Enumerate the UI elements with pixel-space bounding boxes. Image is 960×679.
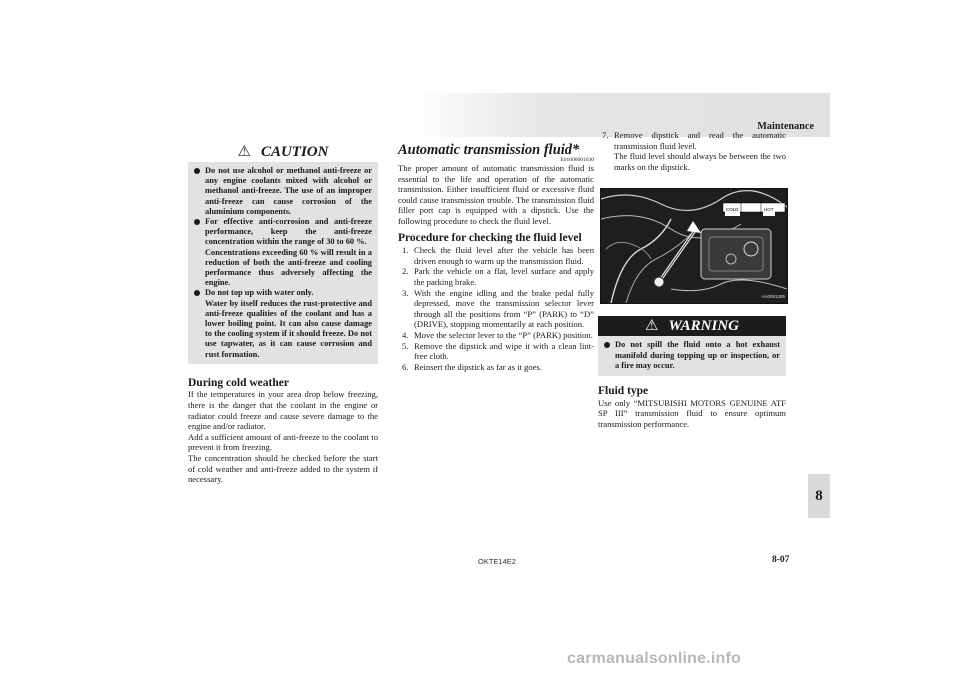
list-item bbox=[398, 266, 594, 287]
list-item bbox=[398, 245, 594, 266]
warning-box bbox=[598, 316, 786, 376]
list-item bbox=[398, 362, 594, 373]
step-text: The fluid level should always be between the two marks on the dipstick. bbox=[614, 151, 786, 172]
warning-list bbox=[598, 336, 786, 371]
cold-weather-text bbox=[188, 389, 378, 484]
document-code: OKTE14E2 bbox=[478, 557, 516, 566]
bullet-text: Do not use alcohol or methanol anti-freeze or any engine coolants mixed with alcohol or methanol anti-freeze. The use of an improper anti-freeze can cause corrosion of the aluminium components. bbox=[205, 166, 372, 216]
step-text: With the engine idling and the brake pedal fully depressed, move the transmission selector lever through all the positions from “P” (PARK) to “D” (DRIVE), stopping momentarily at each position. bbox=[414, 287, 594, 330]
bullet-icon bbox=[194, 290, 200, 296]
watermark: carmanualsonline.info bbox=[567, 650, 742, 667]
step-number: 4. bbox=[402, 329, 409, 340]
step-text: Move the selector lever to the “P” (PARK) position. bbox=[414, 329, 593, 340]
list-item bbox=[398, 288, 594, 330]
fluid-type-title: Fluid type bbox=[598, 384, 649, 397]
column-right bbox=[598, 128, 786, 429]
page-number: 8-07 bbox=[772, 555, 790, 565]
atf-title: Automatic transmission fluid* bbox=[398, 142, 580, 158]
list-item bbox=[194, 288, 372, 359]
step-number: 7. bbox=[602, 130, 609, 140]
warning-triangle-icon: ⚠ bbox=[644, 317, 659, 334]
caution-list bbox=[188, 162, 378, 360]
procedure-step-7 bbox=[598, 130, 786, 172]
list-item bbox=[398, 330, 594, 341]
paragraph: If the temperatures in your area drop below freezing, there is the danger that the coolant in the engine or radiator could freeze and cause severe damage to the engine and/or radiator. bbox=[188, 389, 378, 432]
procedure-steps bbox=[398, 245, 594, 372]
engine-dipstick-figure bbox=[600, 188, 788, 304]
engine-bay-illustration bbox=[601, 189, 787, 303]
step-text: Park the vehicle on a flat, level surface and apply the parking brake. bbox=[414, 266, 594, 287]
procedure-title: Procedure for checking the fluid level bbox=[398, 231, 582, 244]
bullet-icon bbox=[194, 219, 200, 225]
step-text: Remove the dipstick and wipe it with a clean lint-free cloth. bbox=[414, 340, 594, 362]
bullet-text: For effective anti-corrosion and anti-freeze performance, keep the anti-freeze concentration within the range of 30 to 60 %. Concentrations exceeding 60 % will result in a reduction of both the anti-freeze and cooling performance thus adversely affecting the engine. bbox=[205, 217, 372, 288]
step-number: 1. bbox=[402, 245, 409, 256]
list-item bbox=[598, 130, 786, 172]
list-item bbox=[398, 341, 594, 362]
dipstick-cold-label: COLD bbox=[725, 205, 740, 216]
warning-triangle-icon: ⚠ bbox=[237, 143, 251, 160]
list-item bbox=[194, 217, 372, 288]
step-number: 3. bbox=[402, 287, 409, 298]
caution-title: CAUTION bbox=[260, 143, 329, 160]
step-number: 5. bbox=[402, 340, 409, 351]
list-item bbox=[604, 340, 780, 371]
page-section-title: Maintenance bbox=[757, 121, 814, 132]
cold-weather-title: During cold weather bbox=[188, 376, 289, 389]
step-number: 6. bbox=[402, 361, 409, 372]
chapter-tab: 8 bbox=[808, 474, 830, 518]
list-item bbox=[194, 166, 372, 217]
dipstick-hot-label: HOT bbox=[763, 205, 775, 216]
fluid-type-text: Use only “MITSUBISHI MOTORS GENUINE ATF SP III” transmission fluid to ensure optimum transmission performance. bbox=[598, 397, 786, 429]
column-left bbox=[188, 142, 378, 485]
warning-title: WARNING bbox=[668, 318, 740, 335]
paragraph: Add a sufficient amount of anti-freeze to the coolant to prevent it from freezing. bbox=[188, 431, 378, 453]
atf-code: E01000601030 bbox=[560, 157, 594, 163]
bullet-icon bbox=[194, 168, 200, 174]
bullet-text: Do not top up with water only. Water by itself reduces the rust-protective and anti-freeze qualities of the coolant and has a lower boiling point. It can also cause damage to the cooling system if it should freeze. Do not use tapwater, as it can cause corrosion and rust formation. bbox=[205, 288, 372, 359]
atf-intro: The proper amount of automatic transmission fluid is essential to the life and operation of the automatic transmission. Either insufficient fluid or excessive fluid could cause transmission trouble. The transmission fluid filler port cap is equipped with a dipstick. Use the following procedure to check the fluid level. bbox=[398, 163, 594, 226]
step-text: Remove dipstick and read the automatic transmission fluid level. bbox=[614, 130, 786, 151]
column-middle bbox=[398, 142, 594, 372]
bullet-text: Do not spill the fluid onto a hot exhaust manifold during topping up or inspection, or a fire may occur. bbox=[615, 340, 780, 370]
step-number: 2. bbox=[402, 266, 409, 277]
warning-header bbox=[598, 316, 786, 336]
figure-code: AA0051385 bbox=[761, 293, 785, 299]
paragraph: The concentration should be checked before the start of cold weather and anti-freeze added to the system if necessary. bbox=[188, 453, 378, 485]
step-text: Check the fluid level after the vehicle has been driven enough to warm up the transmission fluid. bbox=[414, 245, 594, 266]
bullet-icon bbox=[604, 342, 610, 348]
caution-box bbox=[188, 142, 378, 364]
caution-header bbox=[188, 142, 378, 162]
step-text: Reinsert the dipstick as far as it goes. bbox=[414, 361, 542, 372]
